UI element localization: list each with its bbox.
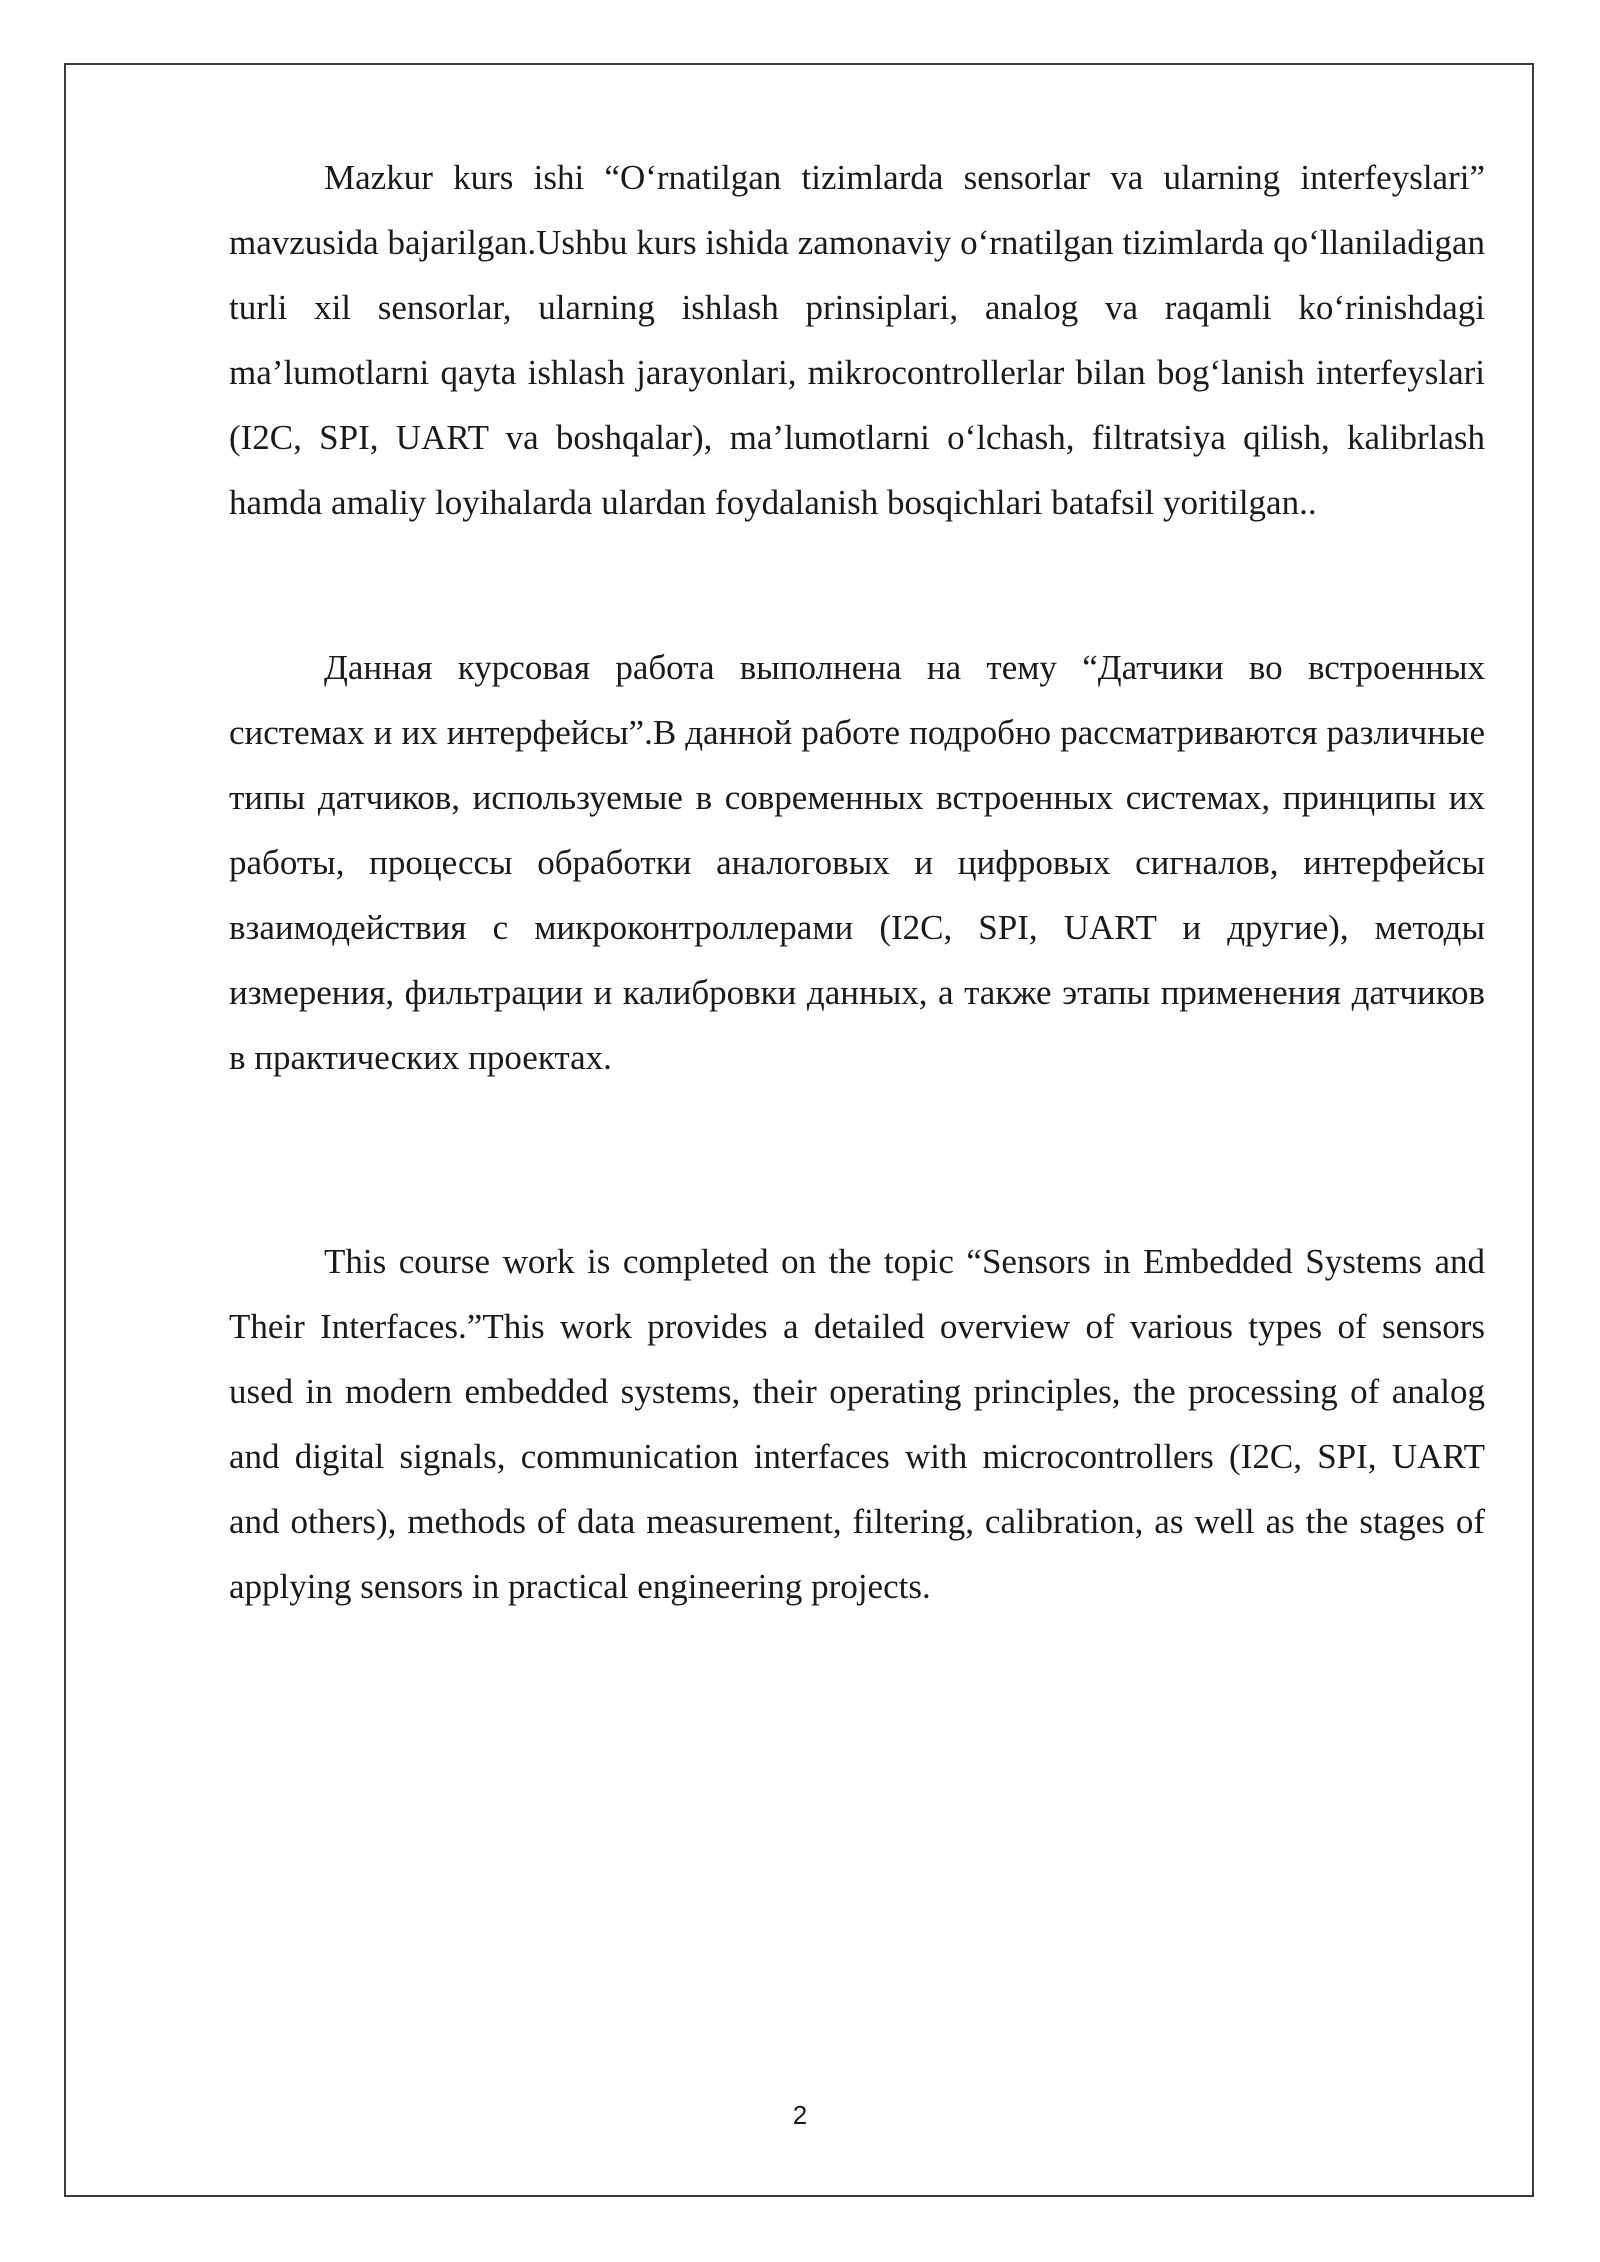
abstract-english-paragraph: This course work is completed on the topic “Sensors in Embedded Systems and Their Interfaces.”This work provides a detailed overview of various types of sensors used in modern embedded systems, their operating principles, the processing of analog and digital signals, communication interfaces with microcontrollers (I2C, SPI, UART and others), methods of data measurement, filtering, calibration, as well as the stages of applying sensors in practical engineering projects. xyxy=(229,1242,1485,1606)
abstract-uzbek-paragraph: Mazkur kurs ishi “O‘rnatilgan tizimlarda sensorlar va ularning interfeyslari” mavzusida bajarilgan.Ushbu kurs ishida zamonaviy o‘rnatilgan tizimlarda qo‘llaniladigan turli xil sensorlar, ularning ishlash prinsiplari, analog va raqamli ko‘rinishdagi ma’lumotlarni qayta ishlash jarayonlari, mikrocontrollerlar bilan bog‘lanish interfeyslari (I2C, SPI, UART va boshqalar), ma’lumotlarni o‘lchash, filtratsiya qilish, kalibrlash hamda amaliy loyihalarda ulardan foydalanish bosqichlari batafsil yoritilgan.. xyxy=(229,158,1485,522)
abstract-russian-paragraph: Данная курсовая работа выполнена на тему “Датчики во встроенных системах и их интерфейсы”.В данной работе подробно рассматриваются различные типы датчиков, используемые в современных встроенных системах, принципы их работы, процессы обработки аналоговых и цифровых сигналов, интерфейсы взаимодействия с микроконтроллерами (I2C, SPI, UART и другие), методы измерения, фильтрации и калибровки данных, а также этапы применения датчиков в практических проектах. xyxy=(229,648,1485,1077)
page-number: 2 xyxy=(792,2100,808,2130)
document-body xyxy=(229,145,1485,1619)
